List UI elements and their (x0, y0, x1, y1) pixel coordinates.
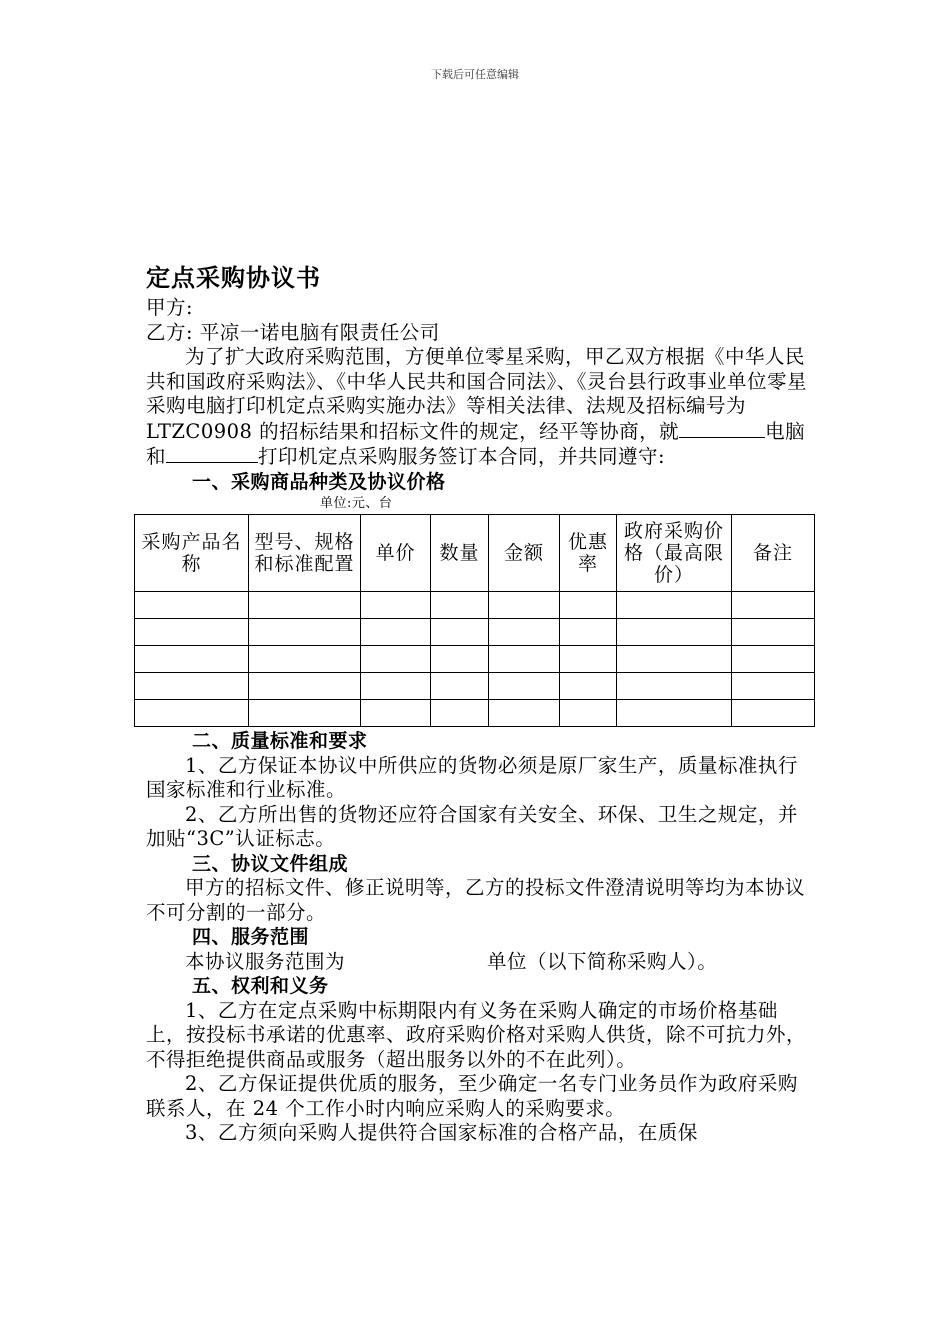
table-cell[interactable] (732, 619, 815, 646)
table-row (135, 700, 815, 727)
section-5-paragraph-1: 1、乙方在定点采购中标期限内有义务在采购人确定的市场价格基础上，按投标书承诺的优惠率、政府采购价格对采购人供货，除不可抗力外，不得拒绝提供商品或服务（超出服务以外的不在此列）。 (146, 998, 807, 1071)
column-header: 政府采购价格（最高限价） (617, 515, 732, 592)
table-cell[interactable] (361, 619, 431, 646)
section-4-heading: 四、服务范围 (192, 926, 310, 948)
table-cell[interactable] (489, 592, 560, 619)
table-row (135, 619, 815, 646)
table-cell[interactable] (489, 700, 560, 727)
table-cell[interactable] (431, 700, 489, 727)
section-5-paragraph-3: 3、乙方须向采购人提供符合国家标准的合格产品，在质保 (185, 1121, 698, 1144)
table-cell[interactable] (617, 673, 732, 700)
table-cell[interactable] (489, 646, 560, 673)
table-cell[interactable] (431, 673, 489, 700)
table-cell[interactable] (361, 673, 431, 700)
table-row (135, 592, 815, 619)
section-3-paragraph-1: 甲方的招标文件、修正说明等，乙方的投标文件澄清说明等均为本协议不可分割的一部分。 (146, 876, 806, 924)
table-cell[interactable] (361, 700, 431, 727)
table-cell[interactable] (249, 592, 361, 619)
section-5-paragraph-2: 2、乙方保证提供优质的服务，至少确定一名专门业务员作为政府采购联系人，在 24 个工作小时内响应采购人的采购要求。 (146, 1072, 798, 1120)
table-cell[interactable] (249, 646, 361, 673)
table-cell[interactable] (431, 619, 489, 646)
table-cell[interactable] (732, 673, 815, 700)
party-a-line: 甲方: (146, 296, 194, 319)
table-cell[interactable] (489, 673, 560, 700)
table-cell[interactable] (617, 619, 732, 646)
column-header: 数量 (431, 515, 489, 592)
section-2-paragraph-2: 2、乙方所出售的货物还应符合国家有关安全、环保、卫生之规定，并加贴“3C”认证标志。 (146, 802, 798, 850)
service-scope-text: 本协议服务范围为 (185, 949, 346, 973)
computer-brand-blank[interactable] (679, 419, 765, 438)
price-table (134, 514, 815, 727)
table-cell[interactable] (560, 673, 617, 700)
table-cell[interactable] (135, 592, 249, 619)
table-cell[interactable] (560, 700, 617, 727)
table-cell[interactable] (361, 646, 431, 673)
table-row (135, 673, 815, 700)
table-cell[interactable] (617, 592, 732, 619)
column-header: 备注 (732, 515, 815, 592)
table-cell[interactable] (135, 673, 249, 700)
section-1-heading: 一、采购商品种类及协议价格 (192, 470, 446, 493)
column-header: 型号、规格和标准配置 (249, 515, 361, 592)
section-4-paragraph-1 (146, 950, 810, 975)
table-cell[interactable] (431, 592, 489, 619)
table-cell[interactable] (135, 646, 249, 673)
table-cell[interactable] (560, 592, 617, 619)
table-header-row (135, 515, 815, 592)
party-b-line: 乙方: 平凉一诺电脑有限责任公司 (146, 320, 440, 344)
header-note: 下载后可任意编辑 (431, 68, 519, 81)
column-header: 金额 (489, 515, 560, 592)
column-header: 采购产品名称 (135, 515, 249, 592)
table-cell[interactable] (249, 700, 361, 727)
table-cell[interactable] (617, 700, 732, 727)
table-cell[interactable] (431, 646, 489, 673)
column-header: 单价 (361, 515, 431, 592)
column-header: 优惠率 (560, 515, 617, 592)
table-cell[interactable] (560, 619, 617, 646)
printer-brand-blank[interactable] (166, 444, 258, 463)
table-cell[interactable] (560, 646, 617, 673)
table-cell[interactable] (249, 619, 361, 646)
table-cell[interactable] (135, 700, 249, 727)
document-body (141, 296, 810, 1146)
table-cell[interactable] (361, 592, 431, 619)
intro-paragraph (146, 345, 810, 470)
intro-text-2: 电脑和 (146, 419, 806, 468)
table-cell[interactable] (489, 619, 560, 646)
table-row (135, 646, 815, 673)
service-scope-suffix: 单位（以下简称采购人）。 (487, 949, 718, 973)
table-cell[interactable] (732, 592, 815, 619)
table-cell[interactable] (617, 646, 732, 673)
intro-text-1: 为了扩大政府采购范围，方便单位零星采购，甲乙双方根据《中华人民共和国政府采购法》、《中华人民共和国合同法》、《灵台县行政事业单位零星采购电脑打印机定点采购实施办法》等相关法律、法规及招标编号为 LTZC0908 的招标结果和招标文件的规定，经平等协商，就 (146, 345, 808, 443)
table-cell[interactable] (732, 700, 815, 727)
section-2-paragraph-1: 1、乙方保证本协议中所供应的货物必须是原厂家生产，质量标准执行国家标准和行业标准。 (146, 753, 798, 801)
table-cell[interactable] (249, 673, 361, 700)
section-3-heading: 三、协议文件组成 (192, 852, 349, 875)
intro-text-3: 打印机定点采购服务签订本合同，并共同遵守: (258, 445, 666, 468)
unit-note: 单位:元、台 (320, 496, 393, 511)
section-5-heading: 五、权利和义务 (192, 975, 329, 997)
section-2-heading: 二、质量标准和要求 (192, 730, 368, 752)
table-cell[interactable] (135, 619, 249, 646)
page-title: 定点采购协议书 (146, 264, 321, 292)
table-cell[interactable] (732, 646, 815, 673)
